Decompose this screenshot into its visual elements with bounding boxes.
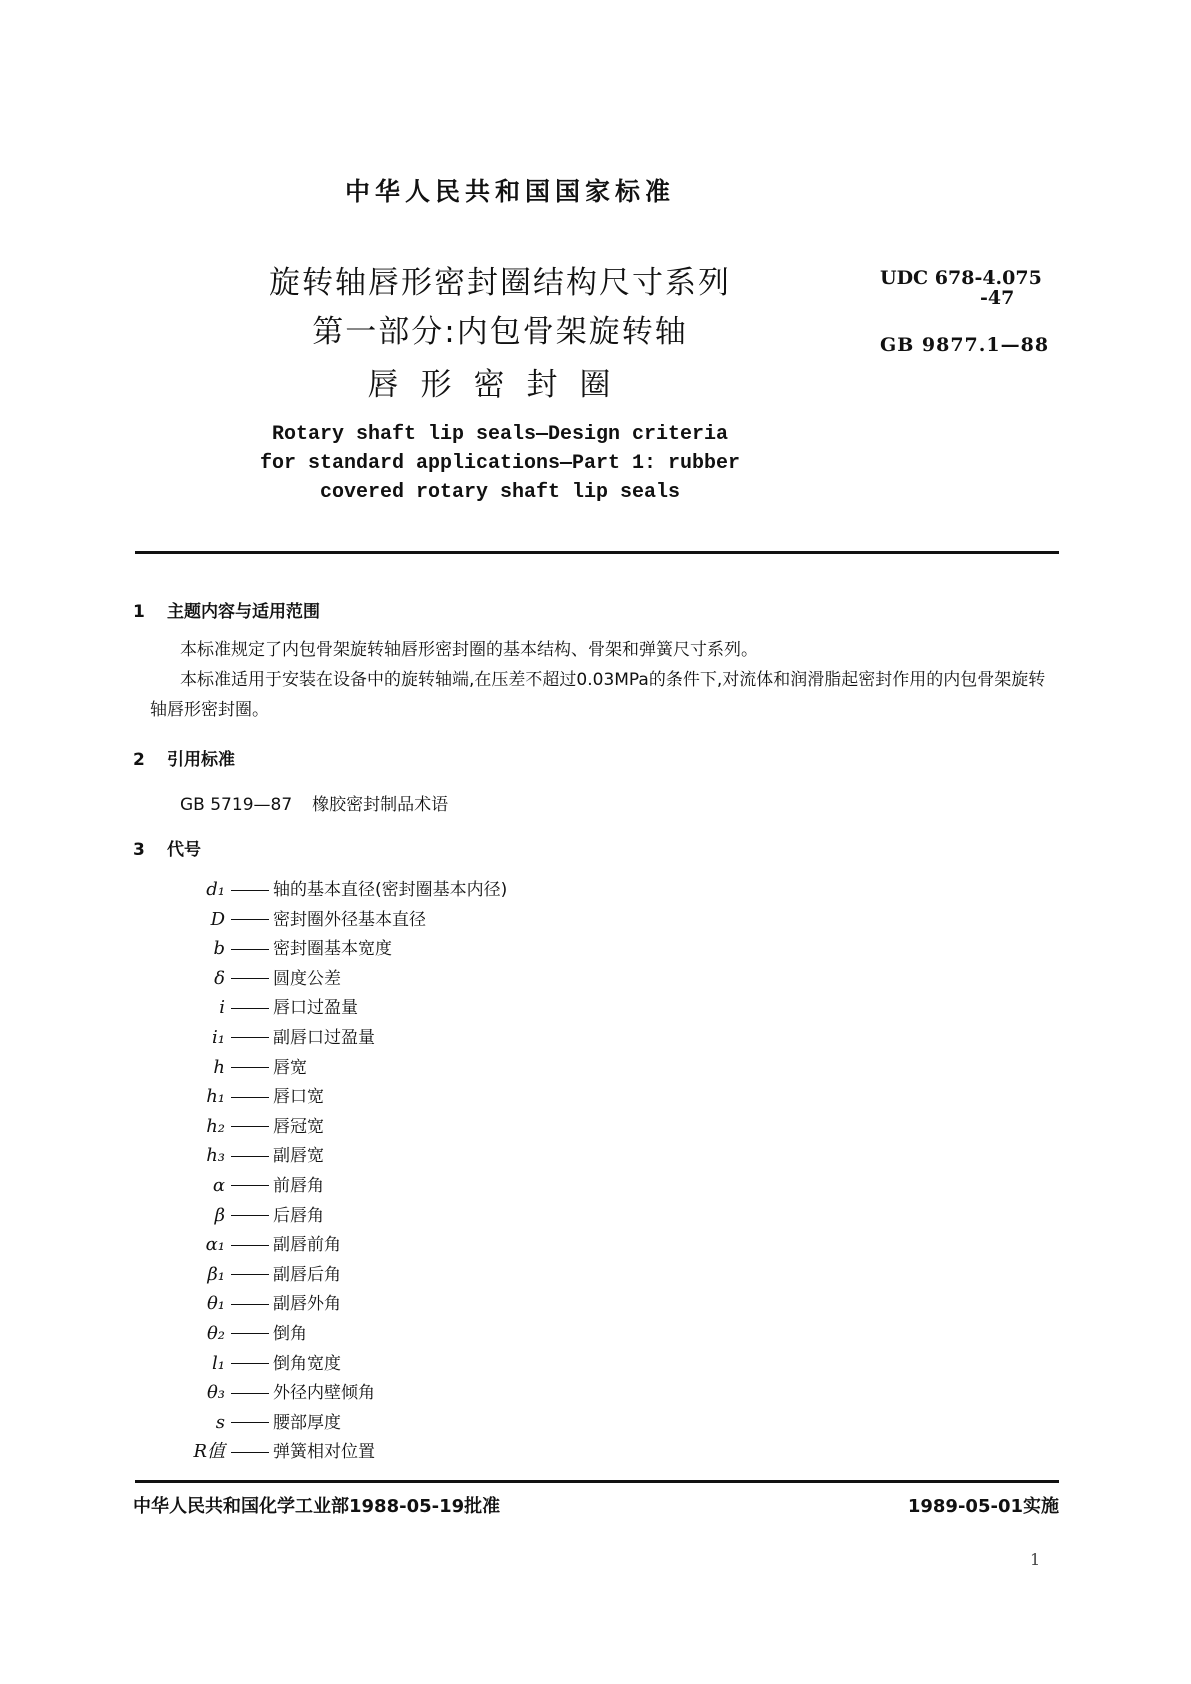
symbol: b	[213, 938, 225, 960]
symbol-description: 副唇前角	[273, 1235, 341, 1256]
em-dash	[231, 1054, 273, 1084]
symbol-row	[150, 993, 650, 1023]
page-number: 1	[1030, 1550, 1041, 1569]
referenced-standard	[180, 790, 448, 815]
symbol-row	[150, 1349, 650, 1379]
symbol-description: 唇口宽	[273, 1087, 324, 1108]
footer-divider	[135, 1480, 1059, 1483]
symbol: δ	[214, 967, 225, 989]
symbol-row	[150, 1053, 650, 1083]
header-divider	[135, 551, 1059, 554]
symbol-description: 弹簧相对位置	[273, 1442, 375, 1463]
symbol-row	[150, 875, 650, 905]
symbol: h	[213, 1056, 225, 1078]
english-title-line-1: Rotary shaft lip seals—Design criteria	[271, 423, 729, 446]
symbol-row	[150, 1023, 650, 1053]
symbol-row	[150, 1289, 650, 1319]
paragraph: 本标准适用于安装在设备中的旋转轴端,在压差不超过0.03MPa的条件下,对流体和润滑脂起密封作用的内包骨架旋转轴唇形密封圈。	[150, 670, 1046, 720]
section-1-body	[150, 635, 1060, 725]
symbol-description: 外径内壁倾角	[273, 1383, 375, 1404]
symbol: d₁	[206, 879, 225, 900]
gb-standard-number: GB 9877.1—88	[880, 334, 1050, 356]
symbol: θ₃	[206, 1382, 225, 1404]
symbol-description: 唇口过盈量	[273, 998, 358, 1019]
symbol-description: 前唇角	[273, 1175, 324, 1196]
em-dash	[231, 1320, 273, 1350]
section-2-heading	[133, 745, 235, 770]
em-dash	[231, 906, 273, 936]
em-dash	[231, 1290, 273, 1320]
symbol-row	[150, 964, 650, 994]
section-number: 2	[133, 750, 145, 770]
symbol-description: 倒角	[273, 1323, 307, 1344]
implementation-date: 1989-05-01实施	[907, 1496, 1059, 1517]
symbol-row	[150, 1437, 650, 1467]
symbol-description: 腰部厚度	[273, 1412, 341, 1433]
em-dash	[231, 1409, 273, 1439]
symbol: h₂	[206, 1115, 225, 1137]
symbol: i₁	[212, 1026, 225, 1048]
symbol-description: 后唇角	[273, 1205, 324, 1226]
symbol-description: 副唇口过盈量	[273, 1027, 375, 1048]
udc-code	[880, 268, 1042, 308]
symbol-row	[150, 1171, 650, 1201]
symbol-description: 唇宽	[273, 1057, 307, 1078]
symbol-row	[150, 1408, 650, 1438]
symbol: s	[215, 1411, 225, 1433]
em-dash	[231, 1024, 273, 1054]
udc-code-line-1: UDC 678-4.075	[880, 267, 1042, 289]
section-title: 代号	[167, 840, 201, 860]
symbol-row	[150, 1112, 650, 1142]
symbol-description: 密封圈基本宽度	[273, 939, 392, 960]
chinese-title-line-2: 第一部分:内包骨架旋转轴	[312, 314, 688, 350]
chinese-title-line-3: 唇形密封圈	[367, 367, 633, 403]
national-standard-heading: 中华人民共和国国家标准	[344, 177, 675, 206]
em-dash	[231, 1379, 273, 1409]
symbol: θ₁	[206, 1293, 225, 1315]
symbol-row	[150, 1319, 650, 1349]
symbol: i	[219, 997, 225, 1019]
symbol: l₁	[212, 1352, 225, 1374]
symbol: h₁	[206, 1086, 225, 1108]
approval-line: 中华人民共和国化学工业部1988-05-19批准	[133, 1496, 501, 1517]
em-dash	[231, 1172, 273, 1202]
section-1-heading	[133, 597, 320, 622]
symbol: β	[214, 1204, 225, 1226]
symbol-description: 密封圈外径基本直径	[273, 909, 426, 930]
symbol: R值	[193, 1441, 225, 1463]
em-dash	[231, 1113, 273, 1143]
em-dash	[231, 1261, 273, 1291]
em-dash	[231, 1438, 273, 1468]
section-title: 引用标准	[167, 750, 235, 770]
symbol-row	[150, 1201, 650, 1231]
symbol: α₁	[205, 1234, 225, 1256]
symbol-description: 轴的基本直径(密封圈基本内径)	[273, 880, 508, 900]
symbol-description: 圆度公差	[273, 968, 341, 989]
symbol: α	[212, 1174, 225, 1196]
em-dash	[231, 1231, 273, 1261]
symbol-description: 副唇后角	[273, 1264, 341, 1285]
english-title-line-2: for standard applications—Part 1: rubber	[259, 452, 741, 475]
symbol: β₁	[207, 1263, 225, 1285]
referenced-standard-title: 橡胶密封制品术语	[312, 795, 449, 815]
em-dash	[231, 1142, 273, 1172]
em-dash	[231, 1083, 273, 1113]
referenced-standard-code: GB 5719—87	[180, 795, 293, 815]
symbol-row	[150, 1082, 650, 1112]
symbol-list	[150, 875, 650, 1467]
em-dash	[231, 935, 273, 965]
symbol: θ₂	[206, 1322, 225, 1344]
symbol-row	[150, 1141, 650, 1171]
symbol-row	[150, 905, 650, 935]
symbol-row	[150, 934, 650, 964]
symbol-description: 副唇宽	[273, 1146, 324, 1167]
symbol: D	[210, 908, 225, 930]
symbol-description: 副唇外角	[273, 1294, 341, 1315]
english-title-line-3: covered rotary shaft lip seals	[319, 481, 681, 504]
symbol-row	[150, 1230, 650, 1260]
chinese-title-line-1: 旋转轴唇形密封圈结构尺寸系列	[269, 265, 731, 301]
symbol-row	[150, 1260, 650, 1290]
em-dash	[231, 1202, 273, 1232]
symbol: h₃	[206, 1145, 225, 1167]
section-3-heading	[133, 835, 201, 860]
em-dash	[231, 1350, 273, 1380]
section-number: 1	[133, 602, 145, 622]
section-number: 3	[133, 840, 145, 860]
paragraph: 本标准规定了内包骨架旋转轴唇形密封圈的基本结构、骨架和弹簧尺寸系列。	[180, 640, 758, 660]
section-title: 主题内容与适用范围	[167, 602, 320, 622]
symbol-description: 唇冠宽	[273, 1116, 324, 1137]
symbol-row	[150, 1378, 650, 1408]
em-dash	[231, 965, 273, 995]
em-dash	[231, 994, 273, 1024]
english-title	[190, 420, 810, 507]
symbol-description: 倒角宽度	[273, 1353, 341, 1374]
em-dash	[231, 876, 273, 906]
udc-code-line-2: -47	[980, 287, 1015, 309]
